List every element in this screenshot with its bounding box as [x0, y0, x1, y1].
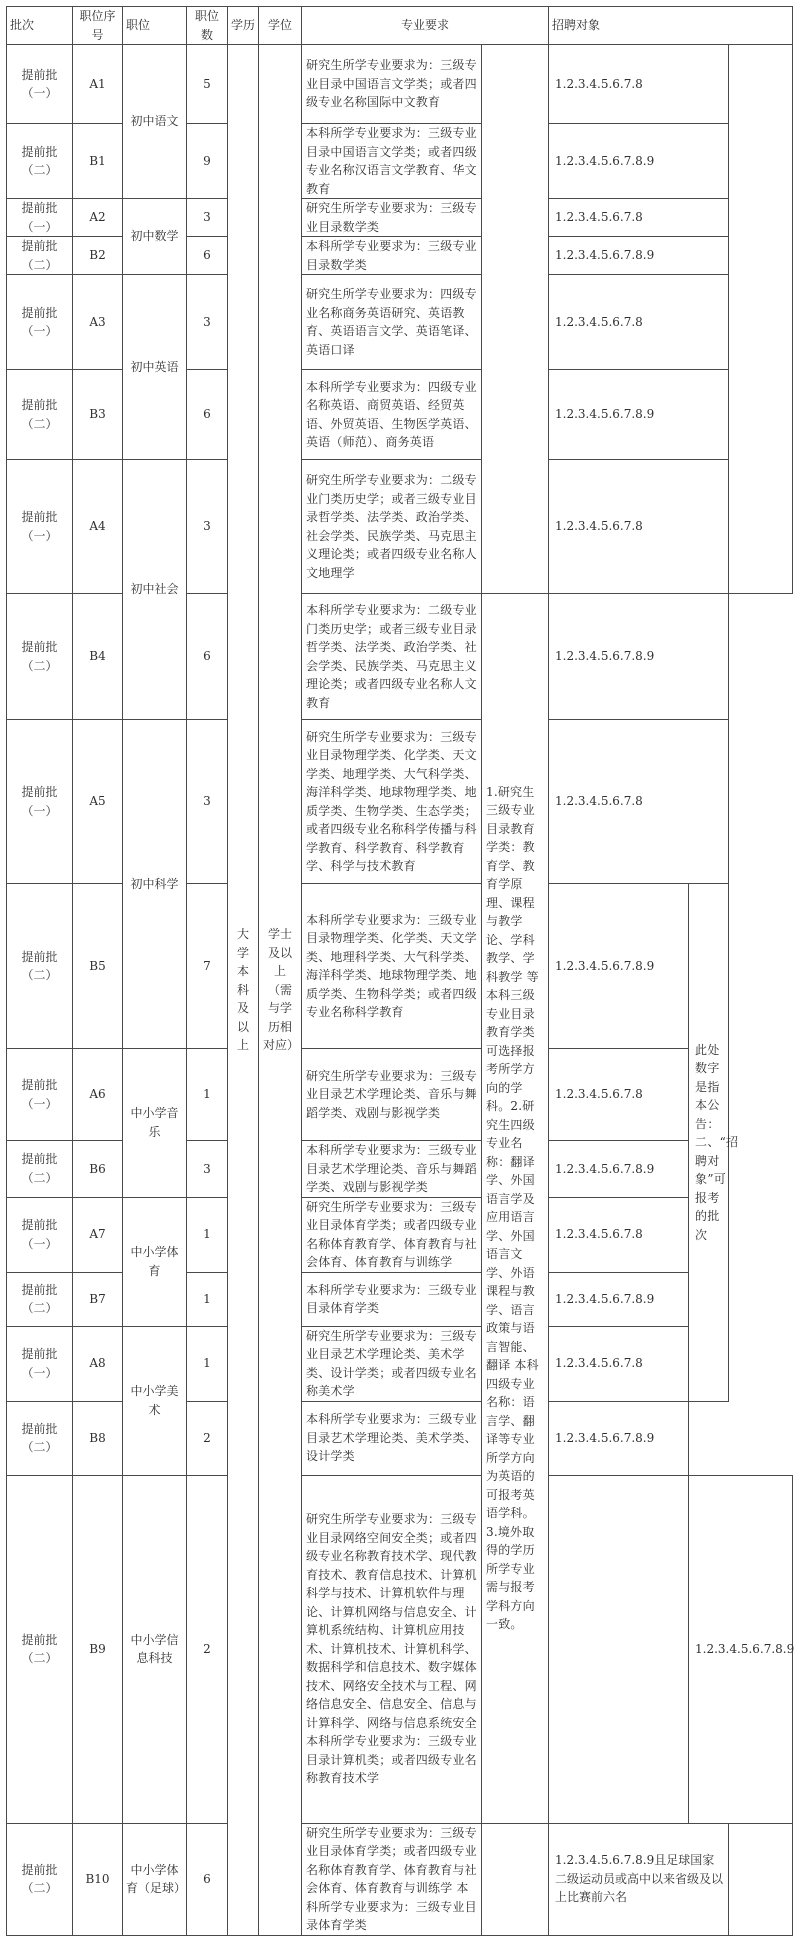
table-row [7, 275, 793, 370]
code-cell: B9 [73, 1475, 123, 1823]
batch-cell: 提前批（二） [7, 370, 73, 460]
target-cell: 1.2.3.4.5.6.7.8 [549, 1326, 689, 1401]
target-cell: 1.2.3.4.5.6.7.8.9 [549, 370, 729, 460]
code-cell: B3 [73, 370, 123, 460]
batch-cell: 提前批（二） [7, 237, 73, 275]
batch-cell: 提前批（一） [7, 1197, 73, 1272]
count-cell: 2 [187, 1475, 228, 1823]
code-cell: A8 [73, 1326, 123, 1401]
target-note-cell: 此处数字是指本公告：二、“招聘对象”可报考的批次 [689, 884, 729, 1402]
position-cell: 中小学美术 [123, 1326, 187, 1475]
batch-cell: 提前批（二） [7, 124, 73, 199]
batch-cell: 提前批（一） [7, 1049, 73, 1141]
target-cell: 1.2.3.4.5.6.7.8 [549, 1197, 689, 1272]
target-cell: 1.2.3.4.5.6.7.8 [549, 1049, 689, 1141]
target-cell: 1.2.3.4.5.6.7.8.9 [549, 594, 729, 720]
code-cell: B8 [73, 1401, 123, 1475]
position-cell: 中小学体育（足球） [123, 1823, 187, 1935]
position-cell: 初中社会 [123, 460, 187, 720]
count-cell: 1 [187, 1197, 228, 1272]
recruitment-table [6, 6, 793, 1936]
code-cell: A2 [73, 199, 123, 237]
count-cell: 3 [187, 720, 228, 884]
position-cell: 中小学体育 [123, 1197, 187, 1326]
major-shared-cell [482, 45, 549, 594]
code-cell: A6 [73, 1049, 123, 1141]
header-code: 职位序号 [73, 7, 123, 45]
target-cell: 1.2.3.4.5.6.7.8 [549, 199, 729, 237]
target-cell: 1.2.3.4.5.6.7.8.9 [549, 884, 689, 1049]
major-cell: 本科所学专业要求为：三级专业目录数学类 [302, 237, 482, 275]
table-row [7, 460, 793, 594]
table-row [7, 1475, 793, 1823]
code-cell: A3 [73, 275, 123, 370]
header-degree: 学位 [259, 7, 302, 45]
code-cell: A5 [73, 720, 123, 884]
major-cell: 本科所学专业要求为：二级专业门类历史学；或者三级专业目录哲学类、法学类、政治学类、社会学类、民族学类、马克思主义理论类；或者四级专业名称人文教育 [302, 594, 482, 720]
header-count: 职位数 [187, 7, 228, 45]
major-cell: 研究生所学专业要求为：三级专业目录中国语言文学类；或者四级专业名称国际中文教育 [302, 45, 482, 124]
education-cell: 大学本科及以上 [228, 45, 259, 1936]
target-cell: 1.2.3.4.5.6.7.8.9 [689, 1475, 793, 1823]
count-cell: 3 [187, 460, 228, 594]
count-cell: 3 [187, 275, 228, 370]
count-cell: 6 [187, 1823, 228, 1935]
table-row [7, 199, 793, 237]
code-cell: A1 [73, 45, 123, 124]
header-major: 专业要求 [302, 7, 549, 45]
code-cell: B5 [73, 884, 123, 1049]
major-cell: 研究生所学专业要求为：三级专业目录物理学类、化学类、天文学类、地理学类、大气科学类、海洋科学类、地球物理学类、地质学类、生物学类、生态学类；或者四级专业名称科学传播与科学教育、科学教育、科学教育学、科学与技术教育 [302, 720, 482, 884]
count-cell: 1 [187, 1326, 228, 1401]
major-cell: 研究生所学专业要求为：三级专业目录体育学类；或者四级专业名称体育教育学、体育教育与社会体育、体育教育与训练学 本科所学专业要求为：三级专业目录体育学类 [302, 1823, 482, 1935]
major-cell: 研究生所学专业要求为：四级专业名称商务英语研究、英语教育、英语语言文学、英语笔译、英语口译 [302, 275, 482, 370]
major-cell: 本科所学专业要求为：三级专业目录体育学类 [302, 1272, 482, 1326]
target-cell: 1.2.3.4.5.6.7.8.9 [549, 1272, 689, 1326]
position-cell: 初中科学 [123, 720, 187, 1049]
target-cell: 1.2.3.4.5.6.7.8.9 [549, 237, 729, 275]
header-batch: 批次 [7, 7, 73, 45]
header-education: 学历 [228, 7, 259, 45]
batch-cell: 提前批（二） [7, 1272, 73, 1326]
code-cell: B7 [73, 1272, 123, 1326]
major-cell: 本科所学专业要求为：三级专业目录艺术学理论类、音乐与舞蹈学类、戏剧与影视学类 [302, 1141, 482, 1198]
table-row [7, 1049, 793, 1141]
batch-cell: 提前批（二） [7, 1141, 73, 1198]
major-cell: 研究生所学专业要求为：三级专业目录艺术学理论类、音乐与舞蹈学类、戏剧与影视学类 [302, 1049, 482, 1141]
code-cell: B10 [73, 1823, 123, 1935]
major-note-spacer [482, 1823, 549, 1935]
code-cell: B4 [73, 594, 123, 720]
target-shared-cell [729, 45, 793, 594]
count-cell: 5 [187, 45, 228, 124]
count-cell: 6 [187, 370, 228, 460]
target-note-spacer [729, 1823, 793, 1935]
code-cell: B1 [73, 124, 123, 199]
major-cell: 本科所学专业要求为：三级专业目录艺术学理论类、美术学类、设计学类 [302, 1401, 482, 1475]
table-row [7, 1326, 793, 1401]
batch-cell: 提前批（一） [7, 1326, 73, 1401]
count-cell: 7 [187, 884, 228, 1049]
major-note-spacer [549, 1475, 689, 1823]
major-note-cell: 1.研究生三级专业目录教育学类：教育学、教育学原理、课程与教学论、学科教学、学科教学 等 本科三级专业目录教育学类 可选择报考所学方向的学科。2.研究生四级专业名称：翻译学、外国语言学及应用语言学、外国语言文学、外语课程与教学、语言政策与语言智能、翻译 本科四级专业名称：语言学、翻译等专业所学方向为英语的可报考英语学科。3.境外取得的学历所学专业需与报考学科方向一致。 [482, 594, 549, 1824]
table-row [7, 1823, 793, 1935]
batch-cell: 提前批（一） [7, 275, 73, 370]
target-cell: 1.2.3.4.5.6.7.8.9 [549, 124, 729, 199]
major-cell: 研究生所学专业要求为：三级专业目录体育学类；或者四级专业名称体育教育学、体育教育与社会体育、体育教育与训练学 [302, 1197, 482, 1272]
major-cell: 研究生所学专业要求为：二级专业门类历史学；或者三级专业目录哲学类、法学类、政治学类、社会学类、民族学类、马克思主义理论类；或者四级专业名称人文地理学 [302, 460, 482, 594]
position-cell: 中小学信息科技 [123, 1475, 187, 1823]
major-cell: 研究生所学专业要求为：三级专业目录网络空间安全类；或者四级专业名称教育技术学、现代教育技术、教育信息技术、计算机科学与技术、计算机软件与理论、计算机网络与信息安全、计算机系统结构、计算机应用技术、计算机技术、计算机科学、数据科学和信息技术、数字媒体技术、网络安全技术与工程、网络信息安全、信息安全、信息与计算科学、网络与信息系统安全 本科所学专业要求为：三级专业目录计算机类；或者四级专业名称教育技术学 [302, 1475, 482, 1823]
target-cell: 1.2.3.4.5.6.7.8 [549, 275, 729, 370]
major-cell: 研究生所学专业要求为：三级专业目录艺术学理论类、美术学类、设计学类；或者四级专业名称美术学 [302, 1326, 482, 1401]
batch-cell: 提前批（二） [7, 884, 73, 1049]
count-cell: 3 [187, 1141, 228, 1198]
count-cell: 1 [187, 1049, 228, 1141]
major-cell: 本科所学专业要求为：三级专业目录物理学类、化学类、天文学类、地理科学类、大气科学类、海洋科学类、地球物理学类、地质学类、生物科学类；或者四级专业名称科学教育 [302, 884, 482, 1049]
table-row [7, 720, 793, 884]
batch-cell: 提前批（二） [7, 594, 73, 720]
degree-cell: 学士及以上（需与学历相对应） [259, 45, 302, 1936]
code-cell: B6 [73, 1141, 123, 1198]
target-cell: 1.2.3.4.5.6.7.8 [549, 45, 729, 124]
header-target: 招聘对象 [549, 7, 793, 45]
count-cell: 6 [187, 237, 228, 275]
target-cell: 1.2.3.4.5.6.7.8 [549, 460, 729, 594]
header-position: 职位 [123, 7, 187, 45]
batch-cell: 提前批（二） [7, 1401, 73, 1475]
position-cell: 初中语文 [123, 45, 187, 199]
batch-cell: 提前批（一） [7, 199, 73, 237]
count-cell: 9 [187, 124, 228, 199]
code-cell: A4 [73, 460, 123, 594]
batch-cell: 提前批（二） [7, 1823, 73, 1935]
count-cell: 2 [187, 1401, 228, 1475]
count-cell: 1 [187, 1272, 228, 1326]
batch-cell: 提前批（一） [7, 720, 73, 884]
position-cell: 初中数学 [123, 199, 187, 275]
code-cell: B2 [73, 237, 123, 275]
major-cell: 本科所学专业要求为：四级专业名称英语、商贸英语、经贸英语、外贸英语、生物医学英语、英语（师范）、商务英语 [302, 370, 482, 460]
batch-cell: 提前批（一） [7, 460, 73, 594]
major-cell: 研究生所学专业要求为：三级专业目录数学类 [302, 199, 482, 237]
batch-cell: 提前批（二） [7, 1475, 73, 1823]
code-cell: A7 [73, 1197, 123, 1272]
major-cell: 本科所学专业要求为：三级专业目录中国语言文学类；或者四级专业名称汉语言文学教育、华文教育 [302, 124, 482, 199]
batch-cell: 提前批（一） [7, 45, 73, 124]
target-cell: 1.2.3.4.5.6.7.8.9 [549, 1401, 689, 1475]
table-row [7, 45, 793, 124]
target-cell: 1.2.3.4.5.6.7.8.9 [549, 1141, 689, 1198]
target-cell: 1.2.3.4.5.6.7.8.9且足球国家二级运动员或高中以来省级及以上比赛前六名 [549, 1823, 729, 1935]
target-cell: 1.2.3.4.5.6.7.8 [549, 720, 729, 884]
count-cell: 6 [187, 594, 228, 720]
position-cell: 中小学音乐 [123, 1049, 187, 1198]
position-cell: 初中英语 [123, 275, 187, 460]
count-cell: 3 [187, 199, 228, 237]
table-row [7, 1197, 793, 1272]
header-row [7, 7, 793, 45]
